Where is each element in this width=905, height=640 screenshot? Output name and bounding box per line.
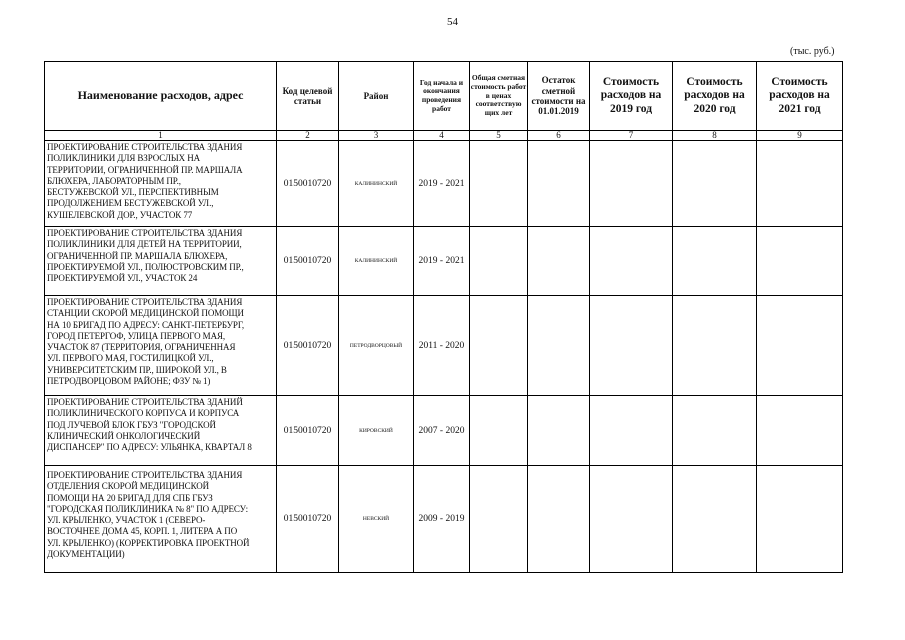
cost-2020-cell bbox=[673, 227, 757, 296]
table-row bbox=[45, 141, 843, 227]
cost-2019-cell bbox=[590, 296, 673, 396]
cost-2020-cell bbox=[673, 141, 757, 227]
cost-2021-cell bbox=[757, 141, 843, 227]
target-code: 0150010720 bbox=[277, 227, 339, 296]
column-number: 1 bbox=[45, 131, 277, 141]
column-number: 8 bbox=[673, 131, 757, 141]
header-remainder: Остаток сметной стоимости на 01.01.2019 bbox=[528, 62, 590, 131]
work-years: 2009 - 2019 bbox=[414, 466, 470, 573]
expenses-table bbox=[44, 61, 843, 573]
district: КАЛИНИНСКИЙ bbox=[339, 227, 414, 296]
column-number: 2 bbox=[277, 131, 339, 141]
cost-2019-cell bbox=[590, 227, 673, 296]
district: НЕВСКИЙ bbox=[339, 466, 414, 573]
expense-name: ПРОЕКТИРОВАНИЕ СТРОИТЕЛЬСТВА ЗДАНИЯ ПОЛИКЛИНИКИ ДЛЯ ДЕТЕЙ НА ТЕРРИТОРИИ, ОГРАНИЧЕННОЙ ПР. МАРШАЛА БЛЮХЕРА, ПРОЕКТИРУЕМОЙ УЛ., ПОЛЮСТРОВСКИМ ПР., ПРОЕКТИРУЕМОЙ УЛ., УЧАСТОК 24 bbox=[45, 227, 277, 296]
expense-name: ПРОЕКТИРОВАНИЕ СТРОИТЕЛЬСТВА ЗДАНИЙ ПОЛИКЛИНИЧЕСКОГО КОРПУСА И КОРПУСА ПОД ЛУЧЕВОЙ БЛОК ГБУЗ "ГОРОДСКОЙ КЛИНИЧЕСКИЙ ОНКОЛОГИЧЕСКИЙ ДИСПАНСЕР" ПО АДРЕСУ: УЛЬЯНКА, КВАРТАЛ 8 bbox=[45, 396, 277, 466]
column-number: 7 bbox=[590, 131, 673, 141]
header-cost-2019: Стоимость расходов на 2019 год bbox=[590, 62, 673, 131]
work-years: 2019 - 2021 bbox=[414, 227, 470, 296]
column-number: 9 bbox=[757, 131, 843, 141]
target-code: 0150010720 bbox=[277, 396, 339, 466]
cost-2019-cell bbox=[590, 141, 673, 227]
remainder-cell bbox=[528, 296, 590, 396]
table-row bbox=[45, 296, 843, 396]
total-cost-cell bbox=[470, 227, 528, 296]
work-years: 2019 - 2021 bbox=[414, 141, 470, 227]
district: КИРОВСКИЙ bbox=[339, 396, 414, 466]
column-number-row bbox=[45, 131, 843, 141]
header-name: Наименование расходов, адрес bbox=[45, 62, 277, 131]
work-years: 2011 - 2020 bbox=[414, 296, 470, 396]
total-cost-cell bbox=[470, 396, 528, 466]
expense-name: ПРОЕКТИРОВАНИЕ СТРОИТЕЛЬСТВА ЗДАНИЯ ОТДЕЛЕНИЯ СКОРОЙ МЕДИЦИНСКОЙ ПОМОЩИ НА 20 БРИГАД ДЛЯ СПБ ГБУЗ "ГОРОДСКАЯ ПОЛИКЛИНИКА № 8" ПО АДРЕСУ: УЛ. КРЫЛЕНКО, УЧАСТОК 1 (СЕВЕРО- ВОСТОЧНЕЕ ДОМА 45, КОРП. 1, ЛИТЕРА А ПО УЛ. КРЫЛЕНКО) (КОРРЕКТИРОВКА ПРОЕКТНОЙ ДОКУМЕНТАЦИИ) bbox=[45, 466, 277, 573]
header-cost-2021: Стоимость расходов на 2021 год bbox=[757, 62, 843, 131]
cost-2021-cell bbox=[757, 296, 843, 396]
column-number: 5 bbox=[470, 131, 528, 141]
header-cost-2020: Стоимость расходов на 2020 год bbox=[673, 62, 757, 131]
cost-2019-cell bbox=[590, 396, 673, 466]
cost-2020-cell bbox=[673, 466, 757, 573]
header-years: Год начала и окончания проведения работ bbox=[414, 62, 470, 131]
column-number: 3 bbox=[339, 131, 414, 141]
cost-2021-cell bbox=[757, 227, 843, 296]
remainder-cell bbox=[528, 141, 590, 227]
work-years: 2007 - 2020 bbox=[414, 396, 470, 466]
total-cost-cell bbox=[470, 296, 528, 396]
remainder-cell bbox=[528, 466, 590, 573]
header-district: Район bbox=[339, 62, 414, 131]
remainder-cell bbox=[528, 227, 590, 296]
table-row bbox=[45, 227, 843, 296]
header-row bbox=[45, 62, 843, 131]
district: ПЕТРОДВОРЦОВЫЙ bbox=[339, 296, 414, 396]
target-code: 0150010720 bbox=[277, 466, 339, 573]
table-row bbox=[45, 466, 843, 573]
cost-2020-cell bbox=[673, 396, 757, 466]
column-number: 4 bbox=[414, 131, 470, 141]
cost-2021-cell bbox=[757, 466, 843, 573]
header-code: Код целевой статьи bbox=[277, 62, 339, 131]
expense-name: ПРОЕКТИРОВАНИЕ СТРОИТЕЛЬСТВА ЗДАНИЯ ПОЛИКЛИНИКИ ДЛЯ ВЗРОСЛЫХ НА ТЕРРИТОРИИ, ОГРАНИЧЕННОЙ ПР. МАРШАЛА БЛЮХЕРА, ЛАБОРАТОРНЫМ ПР., БЕСТУЖЕВСКОЙ УЛ., ПЕРСПЕКТИВНЫМ ПРОДОЛЖЕНИЕМ БЕСТУЖЕВСКОЙ УЛ., КУШЕЛЕВСКОЙ ДОР., УЧАСТОК 77 bbox=[45, 141, 277, 227]
table-row bbox=[45, 396, 843, 466]
target-code: 0150010720 bbox=[277, 141, 339, 227]
page-number: 54 bbox=[447, 16, 458, 28]
cost-2020-cell bbox=[673, 296, 757, 396]
header-total-cost: Общая сметная стоимость работ в ценах соответствую щих лет bbox=[470, 62, 528, 131]
cost-2021-cell bbox=[757, 396, 843, 466]
expense-name: ПРОЕКТИРОВАНИЕ СТРОИТЕЛЬСТВА ЗДАНИЯ СТАНЦИИ СКОРОЙ МЕДИЦИНСКОЙ ПОМОЩИ НА 10 БРИГАД ПО АДРЕСУ: САНКТ-ПЕТЕРБУРГ, ГОРОД ПЕТЕРГОФ, УЛИЦА ПЕРВОГО МАЯ, УЧАСТОК 87 (ТЕРРИТОРИЯ, ОГРАНИЧЕННАЯ УЛ. ПЕРВОГО МАЯ, ГОСТИЛИЦКОЙ УЛ., УНИВЕРСИТЕТСКИМ ПР., ШИРОКОЙ УЛ., В ПЕТРОДВОРЦОВОМ РАЙОНЕ; ФЗУ № 1) bbox=[45, 296, 277, 396]
remainder-cell bbox=[528, 396, 590, 466]
district: КАЛИНИНСКИЙ bbox=[339, 141, 414, 227]
total-cost-cell bbox=[470, 466, 528, 573]
target-code: 0150010720 bbox=[277, 296, 339, 396]
units-label: (тыс. руб.) bbox=[790, 46, 835, 57]
cost-2019-cell bbox=[590, 466, 673, 573]
total-cost-cell bbox=[470, 141, 528, 227]
column-number: 6 bbox=[528, 131, 590, 141]
